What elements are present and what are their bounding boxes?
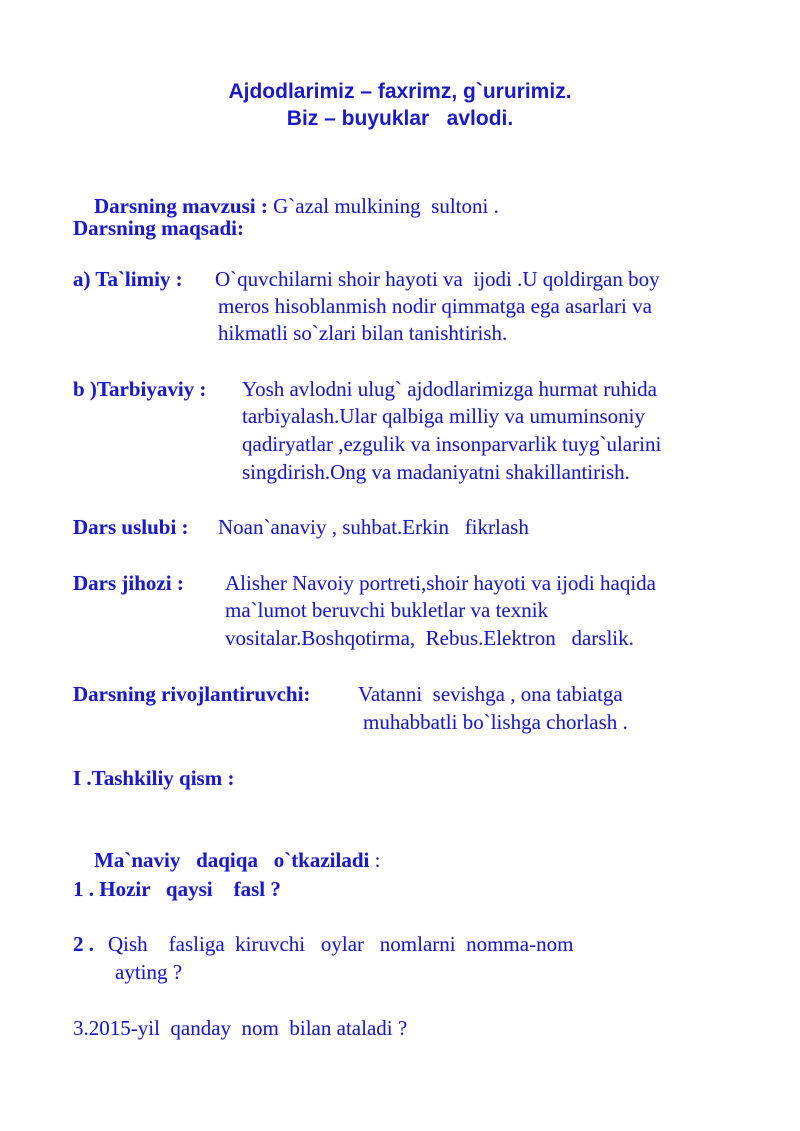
heading-line-1: Ajdodlarimiz – faxrimz, g`ururimiz. xyxy=(228,80,572,103)
educational-line-2: meros hisoblanmish nodir qimmatga ega asarlari va xyxy=(218,294,652,318)
equipment-line-1: Alisher Navoiy portreti,shoir hayoti va ijodi haqida xyxy=(225,571,656,595)
upbringing-line-3: qadiryatlar ,ezgulik va insonparvarlik tuyg`ularini xyxy=(242,432,662,456)
upbringing-line-1: Yosh avlodni ulug` ajdodlarimizga hurmat ruhida xyxy=(242,377,657,401)
organizational-heading: I .Tashkiliy qism : xyxy=(73,766,235,790)
equipment-label: Dars jihozi : xyxy=(73,571,184,595)
question-3: 3.2015-yil qanday nom bilan ataladi ? xyxy=(73,1016,408,1040)
method-value: Noan`anaviy , suhbat.Erkin fikrlash xyxy=(218,515,529,539)
upbringing-line-4: singdirish.Ong va madaniyatni shakillantirish. xyxy=(242,460,630,484)
educational-label: a) Ta`limiy : xyxy=(73,267,183,291)
upbringing-line-2: tarbiyalash.Ular qalbiga milliy va umuminsoniy xyxy=(242,404,646,428)
development-label: Darsning rivojlantiruvchi: xyxy=(73,682,311,706)
educational-line-1: O`quvchilarni shoir hayoti va ijodi .U qoldirgan boy xyxy=(215,267,660,291)
question-2-line-1: Qish fasliga kiruvchi oylar nomlarni nomma-nom xyxy=(108,932,574,956)
question-2-number: 2 . xyxy=(73,932,94,956)
question-1: 1 . Hozir qaysi fasl ? xyxy=(73,877,281,901)
spiritual-minute-label: Ma`naviy daqiqa o`tkaziladi xyxy=(94,848,370,872)
spiritual-minute-colon: : xyxy=(369,848,381,872)
method-label: Dars uslubi : xyxy=(73,515,189,539)
development-line-2: muhabbatli bo`lishga chorlash . xyxy=(363,710,628,734)
educational-line-3: hikmatli so`zlari bilan tanishtirish. xyxy=(218,321,508,345)
topic-label: Darsning mavzusi : xyxy=(94,194,268,218)
goal-heading: Darsning maqsadi: xyxy=(73,216,244,240)
upbringing-label: b )Tarbiyaviy : xyxy=(73,377,207,401)
equipment-line-3: vositalar.Boshqotirma, Rebus.Elektron darslik. xyxy=(225,626,634,650)
question-2-line-2: ayting ? xyxy=(115,960,183,984)
topic-value: G`azal mulkining sultoni . xyxy=(267,194,499,218)
heading-line-2: Biz – buyuklar avlodi. xyxy=(286,107,514,130)
equipment-line-2: ma`lumot beruvchi bukletlar va texnik xyxy=(225,598,549,622)
development-line-1: Vatanni sevishga , ona tabiatga xyxy=(358,682,623,706)
